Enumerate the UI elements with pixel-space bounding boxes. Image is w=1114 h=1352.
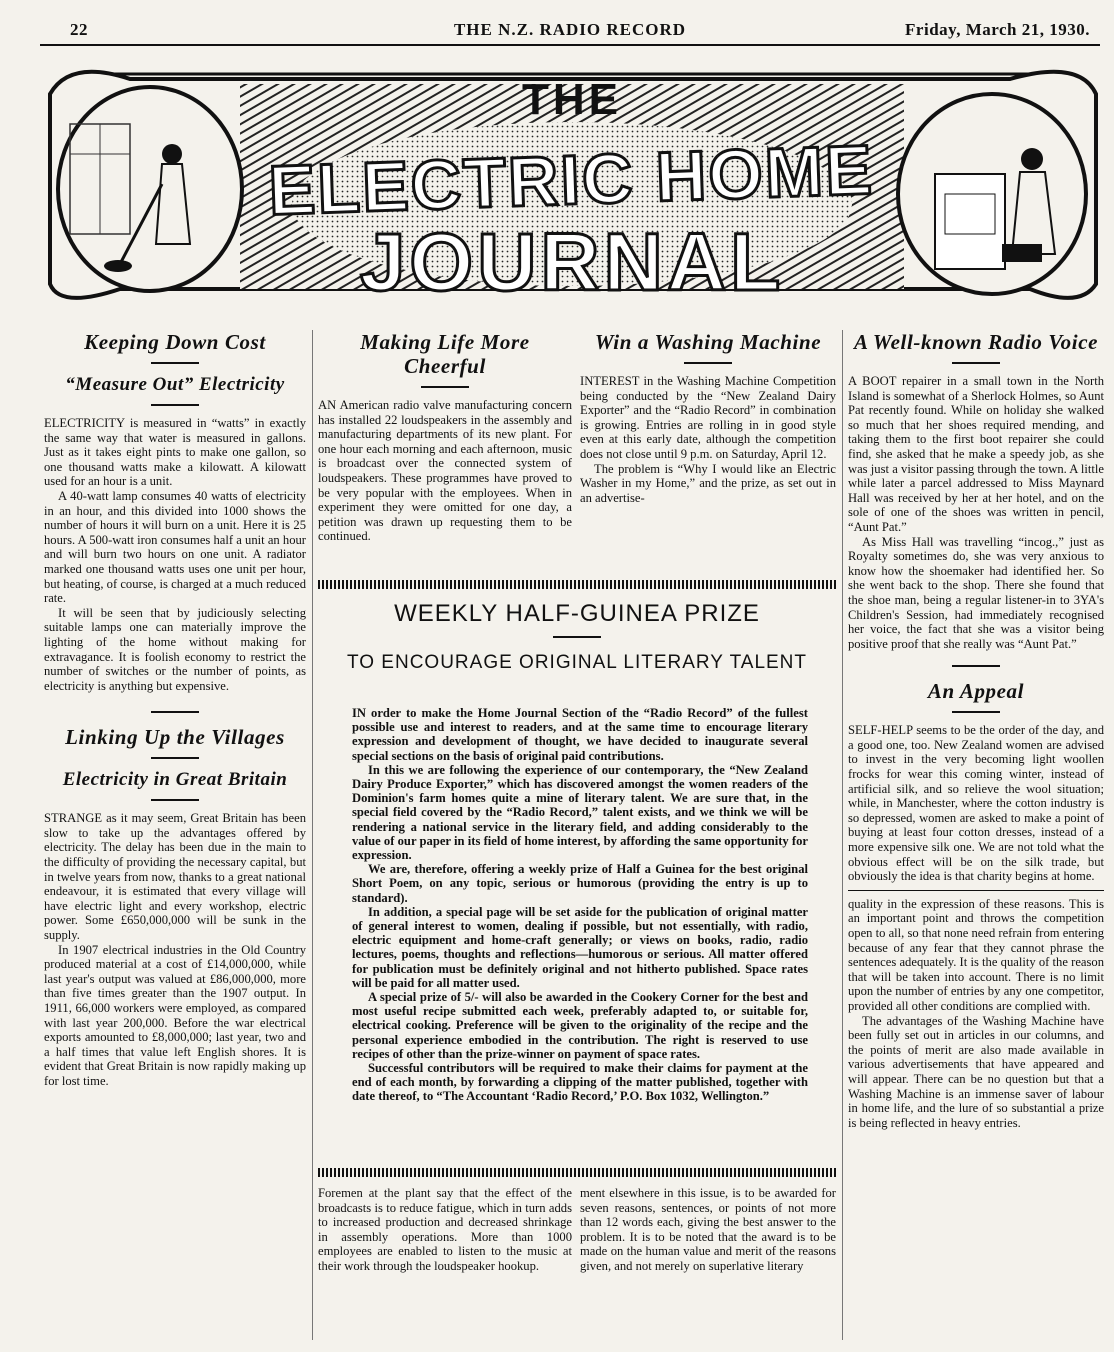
article-paragraph: It will be seen that by judiciously selecting suitable lamps one can materially improve the lighting of the home without making for extravagance. It is foolish economy to restrict the number of switches or the number of points, as electricity is anything but expensive. xyxy=(44,605,306,693)
banner-art xyxy=(40,54,1104,312)
article-paragraph: As Miss Hall was travelling “incog.,” just as Royalty sometimes do, she was very anxious to know how the shoemaker had identified her. So she went back to the shop. There she found that the shoe man, being a regular listener-in to 3YA's Children's Session, had immediately recognised her voice, the fact that she was a visitor being positive proof that she really was “Aunt Pat.” xyxy=(848,534,1104,651)
banner-line-1: THE xyxy=(522,75,622,124)
column-3-bottom xyxy=(580,1186,836,1274)
article-paragraph: STRANGE as it may seem, Great Britain has been slow to take up the advantages offered by electricity. The delay has been due in the main to the difficulty of providing the necessary capital, but in twelve years from now, thanks to a great national endeavour, it is estimated that every village will have electric light and every workshop, electric power. Some £650,000,000 will be sunk in the supply. xyxy=(44,811,306,943)
article-headline: Keeping Down Cost xyxy=(84,330,266,354)
article-headline: Making Life More Cheerful xyxy=(360,330,530,378)
prize-rule xyxy=(553,636,601,638)
headline-rule xyxy=(421,386,469,388)
masthead-banner xyxy=(40,54,1104,312)
prize-paragraph: In addition, a special page will be set aside for the publication of original matter of general interest to women, dealing if possible, but not essentially, with radio, electric equipment and home-craft generally; or views on books, radio, radio lectures, poems, thoughts and reflections—humorous or serious. All matter offered for publication must be definitely original and not hitherto published. Space rates will be paid for all matter used. xyxy=(352,904,808,990)
section-rule xyxy=(151,711,199,713)
prize-subheadline: TO ENCOURAGE ORIGINAL LITERARY TALENT xyxy=(346,652,808,673)
housewife-vignette-left xyxy=(58,87,242,291)
prize-paragraph: In this we are following the experience of our contemporary, the “New Zealand Dairy Produce Exporter,” which has discovered amongst the women readers of the Dominion's farm homes quite a mine of literary talent. We are sure that, in the special field covered by the “Radio Record,” talent exists, and we think we will be rendering a national service in the literary field, and adding considerably to the value of our paper in its field of home interest, by affording the same opportunity for expression. xyxy=(352,762,808,863)
column-3-top xyxy=(580,330,836,505)
hatched-border-bottom xyxy=(318,1168,836,1177)
prize-headline: WEEKLY HALF-GUINEA PRIZE xyxy=(394,600,760,627)
article-headline: An Appeal xyxy=(927,679,1025,704)
article-headline: A Well-known Radio Voice xyxy=(853,330,1099,354)
banner-line-3: JOURNAL xyxy=(359,217,785,308)
article-headline: Win a Washing Machine xyxy=(594,330,822,354)
article-paragraph: In 1907 electrical industries in the Old Country produced material at a cost of £14,000,000, while last year's output was valued at £86,000,000, more than five times greater than the 1907 output. In 1911, 66,000 workers were employed, as compared with last year 200,000. Before the war electrical exports amounted to £8,000,000; last year, two and a half times that value left English shores. It is evident that Great Britain is now rapidly making up for lost time. xyxy=(44,942,306,1088)
headline-rule xyxy=(151,404,199,406)
article-paragraph: AN American radio valve manufacturing concern has installed 22 loudspeakers in the assembly and manufacturing departments of its new plant. For one hour each morning and each afternoon, music is broadcast over the connected system of loudspeakers. These programmes have proved to be very popular with the employees. When in experiment they were omitted for one day, a petition was drawn up requesting them to be continued. xyxy=(318,398,572,544)
article-paragraph: ment elsewhere in this issue, is to be awarded for seven reasons, sentences, or points of not more than 12 words each, giving the best answer to the problem. It is to be noted that the award is to be made on the human value and merit of the reasons given, and not merely on superlative literary xyxy=(580,1186,836,1273)
column-1 xyxy=(44,330,306,1089)
prize-announcement xyxy=(352,706,808,1104)
article-paragraph: Foremen at the plant say that the effect of the broadcasts is to reduce fatigue, which in turn adds to increased production and decreased shrinkage in assembly operations. More than 1000 employees are enabled to listen to the music at their work through the loudspeaker hookup. xyxy=(318,1186,572,1273)
article-subheadline: “Measure Out” Electricity xyxy=(65,374,285,395)
headline-rule xyxy=(952,711,1000,713)
prize-paragraph: A special prize of 5/- will also be awarded in the Cookery Corner for the best and most useful recipe submitted each week, preferably adapted to, or suitable for, electrical cooking. Preference will be given to the originality of the recipe and the personal experience embodied in the contribution. The right is reserved to use recipes of other than the prize-winner on payment of space rates. xyxy=(352,990,808,1061)
page-number: 22 xyxy=(70,20,88,39)
article-paragraph: INTEREST in the Washing Machine Competition being conducted by the “New Zealand Dairy Exporter” and the “Radio Record” in combination is growing. Entries are rolling in in good style even at this early date, although the competition does not close until 9 p.m. on Saturday, April 12. xyxy=(580,374,836,461)
running-head xyxy=(40,18,1100,46)
article-paragraph: A BOOT repairer in a small town in the North Island is somewhat of a Sherlock Holmes, so Aunt Pat recently found. While on holiday she walked so much that her shoes required mending, and taking them to the first boot repairer she could find, she asked that he make a speedy job, as she was just a visitor passing through the town. A little while later a parcel addressed to Miss Maynard Hall was received by her at her hotel, and on the sole of one of the shoes was written in pencil, “Aunt Pat.” xyxy=(848,374,1104,534)
section-rule xyxy=(952,665,1000,667)
banner-line-2: ELECTRIC HOME xyxy=(267,130,876,230)
headline-rule xyxy=(151,757,199,759)
headline-rule xyxy=(151,362,199,364)
issue-date: Friday, March 21, 1930. xyxy=(905,20,1090,39)
column-2-bottom xyxy=(318,1186,572,1274)
article-paragraph: quality in the expression of these reasons. This is an important point and throws the competition open to all, so that none need refrain from entering because of any fear that they cannot phrase the sentences adequately. It is the quality of the reason that will be taken into account. There is no limit upon the number of entries by any one competitor, provided all other conditions are complied with. xyxy=(848,896,1104,1013)
article-paragraph: The problem is “Why I would like an Electric Washer in my Home,” and the prize, as set out in an advertise- xyxy=(580,461,836,505)
prize-paragraph: We are, therefore, offering a weekly prize of Half a Guinea for the best original Short Poem, on any topic, serious or humorous (providing the entry is up to standard). xyxy=(352,862,808,905)
continuation-rule xyxy=(848,890,1104,891)
column-divider xyxy=(842,330,843,1340)
article-paragraph: ELECTRICITY is measured in “watts” in exactly the same way that water is measured in gallons. Just as it takes eight pints to make one gallon, so one thousand watts make a kilowatt. A kilowatt used for an hour is a unit. xyxy=(44,416,306,489)
prize-paragraph: IN order to make the Home Journal Section of the “Radio Record” of the fullest possible use and interest to readers, and at the same time to encourage literary expression and development of thought, we have decided to inaugurate several special sections on the basis of original paid contributions. xyxy=(352,706,808,763)
headline-rule xyxy=(684,362,732,364)
headline-rule xyxy=(151,799,199,801)
article-subheadline: Electricity in Great Britain xyxy=(62,769,288,791)
article-headline: Linking Up the Villages xyxy=(65,725,285,750)
column-2-top xyxy=(318,330,572,544)
column-divider xyxy=(312,330,313,1340)
article-paragraph: The advantages of the Washing Machine have been fully set out in articles in our columns, and the points of merit are also made available in various advertisements that have appeared and will appear. There can be no question but that a Washing Machine is an immense saver of labour in home life, and the lure of so substantial a prize is being reflected in heavy entries. xyxy=(848,1013,1104,1130)
column-4 xyxy=(848,330,1104,1130)
article-paragraph: SELF-HELP seems to be the order of the day, and a good one, too. New Zealand women are advised to invest in the very becoming light woollen frocks for wear this coming winter, instead of artificial silk, and so relieve the wool situation; while, in Manchester, where the cotton industry is so depressed, women are asked to make a point of buying at least four cotton dresses, instead of a more expensive silk one. We are not told what the obvious effect will be on the silk trade, but obviously the idea is that charity begins at home. xyxy=(848,723,1104,884)
prize-paragraph: Successful contributors will be required to make their claims for payment at the end of each month, by forwarding a clipping of the matter published, together with date thereof, to “The Accountant ‘Radio Record,’ P.O. Box 1032, Wellington.” xyxy=(352,1061,808,1104)
hatched-border-top xyxy=(318,580,836,589)
publication-title: THE N.Z. RADIO RECORD xyxy=(453,20,687,39)
headline-rule xyxy=(952,362,1000,364)
article-paragraph: A 40-watt lamp consumes 40 watts of electricity in an hour, and this divided into 1000 shows the number of hours it will burn on a unit. Here it is 25 hours. A 500-watt iron consumes half a unit an hour and will burn two hours on one unit. A radiator marked one thousand watts uses one unit per hour, but heating, of course, is charged at a much reduced rate. xyxy=(44,488,306,606)
